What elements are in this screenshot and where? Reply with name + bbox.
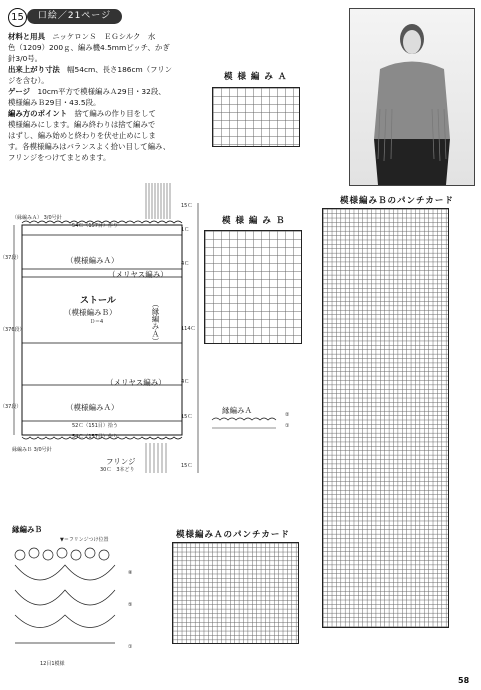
edge-b-row-5: ⑤ [128, 602, 133, 608]
info-line-11: す。各模様編みはバランスよく拾い目して編み、 [8, 142, 171, 151]
punch-card-b-title: 模様編みＢのパンチカード [340, 196, 454, 206]
punch-card-b [322, 208, 449, 628]
edge-b-row-1: ① [128, 644, 133, 650]
fringe-position-legend: ▼＝フリンジつけ位置 [60, 537, 109, 543]
pattern-b-title: 模 様 編 み Ｂ [222, 216, 286, 226]
punch-card-a-title: 模様編みＡのパンチカード [176, 530, 290, 540]
edge-a-diagram [210, 416, 285, 436]
pattern-a-bottom-section: （模様編みＡ） [66, 403, 119, 412]
rows-top-label: （37段） [0, 255, 22, 261]
dim-15c-fringe: 15Ｃ [181, 463, 193, 469]
info-line-6: ゲージ 10cm平方で模様編みＡ29目・32段、 [8, 87, 166, 96]
edge-a-row-1: ① [285, 423, 290, 429]
info-line-2: 色（1209）200ｇ、編み機4.5mmピッチ、かぎ [8, 43, 170, 52]
info-line-5: ジを含む）。 [8, 76, 49, 85]
model-photo [349, 8, 475, 186]
page-reference-tag: 口絵／21ページ [27, 9, 122, 24]
width-top-label: 54Ｃ（157目）作り [72, 223, 118, 229]
width-inner-label: 52Ｃ（151目）拾う [72, 423, 118, 429]
edge-b-diagram [10, 545, 122, 655]
dim-114c: 114Ｃ [181, 326, 196, 332]
pattern-a-top-section: （模様編みＡ） [66, 256, 119, 265]
fringe-detail: 30Ｃ 3本どり [100, 467, 135, 473]
dim-15c-bottom: 15Ｃ [181, 414, 193, 420]
stockinette-top-section: （メリヤス編み） [108, 270, 168, 279]
repeat-label: 12目1模様 [40, 661, 65, 667]
rows-mid-label: （376段） [0, 327, 25, 333]
info-line-8: 編み方のポイント 捨て編みの作り目をして [8, 109, 156, 118]
info-line-10: はずし、編み始めと終わりを伏せ止めにしま [8, 131, 156, 140]
article-number-badge: 15 [8, 8, 27, 27]
dim-4c-bottom: 4Ｃ [181, 379, 190, 385]
dim-1c-top: 1Ｃ [181, 227, 190, 233]
info-line-12: フリンジをつけてまとめます。 [8, 153, 111, 162]
edge-a-title: 縁編みＡ [222, 406, 252, 415]
edge-a-side-label: （縁編みＡ） [151, 300, 160, 345]
pattern-a-title: 模 様 編 み Ａ [224, 72, 288, 82]
info-line-3: 針3/0号。 [8, 54, 43, 63]
info-line-9: 模様編みにします。編み終わりは捨て編みで [8, 120, 156, 129]
pattern-b-chart [204, 230, 302, 344]
edge-b-bottom-label: 縁編みＢ 3/0号針 [12, 447, 52, 453]
info-line-4: 出来上がり寸法 幅54cm、長さ186cm（フリン [8, 65, 173, 74]
punch-card-a [172, 542, 299, 644]
dial-setting: Ｄ＝4 [90, 319, 104, 325]
info-line-7: 模様編みＢ29目・43.5段。 [8, 98, 101, 107]
width-bottom-label: 54Ｃ（157目）作り [72, 434, 118, 440]
info-line-1: 材料と用具 ニッケロンＳ ＥＧシルク 水 [8, 32, 156, 41]
dim-4c-top: 4Ｃ [181, 261, 190, 267]
edge-a-top-label: （縁編みＡ） 3/0号針 [12, 215, 62, 221]
dim-15c-top: 15Ｃ [181, 203, 193, 209]
pattern-a-chart [212, 87, 300, 147]
rows-bottom-label: （37段） [0, 404, 22, 410]
stole-label: ストール [80, 296, 116, 306]
edge-a-row-2: ② [285, 412, 290, 418]
pattern-b-section: （模様編みＢ） [64, 308, 117, 317]
edge-b-row-8: ⑧ [128, 570, 133, 576]
edge-b-title: 縁編みＢ [12, 525, 42, 534]
materials-info [8, 31, 172, 163]
fringe-label: フリンジ [106, 457, 136, 466]
stockinette-bottom-section: （メリヤス編み） [106, 378, 166, 387]
page-number: 58 [458, 676, 470, 685]
